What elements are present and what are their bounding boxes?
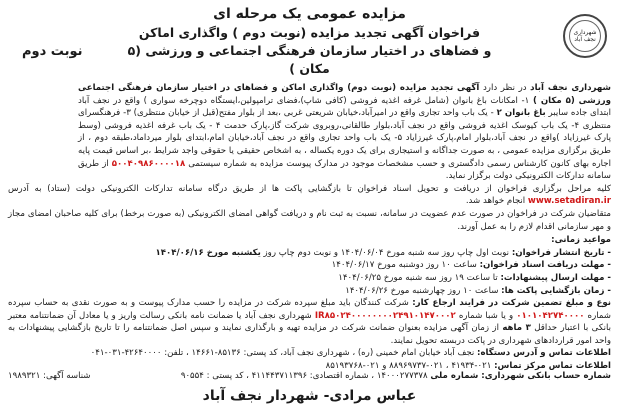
guarantee-paragraph xyxy=(8,297,611,347)
deadline-value: ساعت ۱۰ روز دوشنبه مورخ ۱۴۰۴/۰۶/۱۷ xyxy=(331,260,480,271)
registration-paragraph: متقاضیان شرکت در فراخوان در صورت عدم عضویت در سامانه، نسبت به ثبت نام و دریافت گواهی امضای الکترونیکی (به صورت برخط) برای کلیه صاحبان امضای مجاز و مهر سازمانی اقدام لازم را به عمل آورند. xyxy=(8,208,611,232)
ad-id-value: ۱۹۸۹۳۲۱ xyxy=(8,371,41,381)
phone-heading: اطلاعات تماس مرکز تماس: xyxy=(494,361,611,372)
deadline-opening xyxy=(8,285,611,298)
deadline-label: - مهلت ارسال پیشنهادات: xyxy=(500,272,611,283)
intro-subject: آگهی تجدید مزایده (نوبت دوم) واگذاری اماکن و فضاهای در اختیار سازمان فرهنگی اجتماعی ورزشی (۵ مکان ) xyxy=(78,83,611,106)
title-line-2: فراخوان آگهی تجدید مزایده (نوبت دوم ) واگذاری اماکن xyxy=(138,25,481,40)
procedure-text-b: انجام خواهد شد. xyxy=(465,196,528,207)
guarantee-text-d: از زمان آگهی مزایده بعنوان ضمانت شرکت در مزایده تهیه و بارگذاری نمایند و سپس اصل ضمانتنامه را تا تاریخ بازگشایی پیشنهادات به واحد امور قراردادهای شهرداری در پاکت دربسته تحویل نمایند. xyxy=(8,323,611,346)
contact-paragraph xyxy=(8,347,611,360)
municipality-seal-icon xyxy=(563,14,607,58)
guarantee-text-a: شرکت کنندگان باید مبلغ سپرده شرکت در مزایده را حسب مدارک پیوست و به صورت نقدی به حساب سپرده شماره xyxy=(8,298,612,321)
intro-org: شهرداری نجف آباد xyxy=(530,83,612,93)
website-link[interactable]: www.setadiran.ir xyxy=(527,196,611,207)
ad-id xyxy=(8,370,91,382)
intro-text-b: ۱- امکانات باغ بانوان (شامل غرفه اغذیه فروشی (کافی شاپ)،فضای ترامپولین،ایستگاه دوچرخه سواری ) واقع در نجف آباد ابتدای جاده سایبر xyxy=(78,95,612,119)
title-line-1: مزایده عمومی یک مرحله ای xyxy=(213,6,406,22)
deadline-label: - مهلت دریافت اسناد فراخوان: xyxy=(479,260,611,271)
deadline-value: نوبت اول چاپ روز سه شنبه مورخ ۱۴۰۴/۰۶/۰۴ و نوبت دوم چاپ روز xyxy=(260,247,512,258)
deadline-label: - تاریخ انتشار فراخوان: xyxy=(511,247,611,258)
logo-text: شهرداری نجف آباد xyxy=(569,20,601,52)
title-block xyxy=(118,4,501,78)
guarantee-text-c: شهرداری نجف آباد یا ضمانت نامه بانکی رسالت واریز و یا معادل آن ضمانتنامه معتبر بانکی با اعتبار حداقل xyxy=(8,310,611,334)
system-number: ۵۰۰۴۰۹۸۶۰۰۰۰۱۸ xyxy=(111,158,186,169)
deadline-day: یکشنبه xyxy=(231,247,261,258)
intro-text-e: از طریق سامانه تدارکات الکترونیکی دولت برگزار نماید. xyxy=(78,158,611,182)
contact-heading: اطلاعات تماس و آدرس دستگاه: xyxy=(477,348,611,359)
sheba-number: IR۸۵۰۲۴۰۰۰۰۰۰۰۰۲۴۹۱۰۱۴۷۰۰۰۲ xyxy=(314,310,456,321)
guarantee-text-b: و یا شبا شماره xyxy=(455,310,517,321)
intro-garden: باغ بانوان ۲ xyxy=(496,108,546,119)
ad-id-label: شناسه آگهی: xyxy=(40,371,91,381)
contact-text: نجف آباد خیابان امام خمینی (ره) ، شهرداری نجف آباد، کد پستی: ۸۵۱۳۶-۱۴۶۶۱ ، تلفن: ۴۲۶۴۰۰۰۰-۰۳۱-۰۴۱ xyxy=(90,348,478,359)
bank-value: ۱۴۰۰۰۲۷۷۳۷۸ ، شماره اقتصادی: ۴۱۱۴۴۳۷۱۱۳۹۶ ، کد پستی : ۹۰۵۵۴ xyxy=(180,371,431,381)
title-line-3: و فضاهای در اختیار سازمان فرهنگی اجتماعی و ورزشی (۵ مکان ) xyxy=(127,43,492,76)
bank-label: شماره حساب بانکی شهرداری: شماره ملی xyxy=(430,371,611,381)
deadline-value: تا ساعت ۱۹ روز سه شنبه مورخ ۱۴۰۴/۰۶/۲۵ xyxy=(338,272,501,283)
procedure-text-a: کلیه مراحل برگزاری فراخوان از دریافت و تحویل اسناد فراخوان تا بازگشایی پاکت ها از طریق درگاه سامانه تدارکات الکترونیکی دولت (ستاد) به آدرس xyxy=(8,183,611,194)
deadline-label: - زمان بازگشایی پاکت ها: xyxy=(501,285,611,296)
intro-text-d: ۴ - یک باب غرفه اغذیه فروشی (وسط پارک غیرزایاد )واقع در نجف آباد،بلوار امام،پارک غیرزایاد ۵- یک باب واحد تجاری واقع در نجف آباد،خیابان امام،ابتدای بلوار میرداماد،طبقه دوم ، از طریق برگزاری مزایده عمومی ، به صورت جداگانه و استیجاری برای یک دوره یکساله ، به اشخاص حقیقی یا حقوقی واجد شرایط ،بر اساس قیمت پایه اجاره بهای کانون کارشناس رسمی دادگستری و حسب مشخصات موجود در مدارک پیوست مزایده به شماره سیستمی xyxy=(78,120,612,169)
deadline-publication xyxy=(8,247,611,260)
guarantee-heading: نوع و مبلغ تضمین شرکت در فرایند ارجاع کار: xyxy=(412,298,611,309)
procedure-paragraph xyxy=(8,183,611,208)
deadline-value-2: مورخ ۱۴۰۴/۰۶/۱۶ xyxy=(155,247,232,258)
intro-text-a: در نظر دارد xyxy=(479,83,531,93)
phone-text: ۰۲۱-۴۱۹۳۴ ، ۰۲۱-۸۸۹۶۹۷۳۷ و ۰۲۱-۸۵۱۹۳۷۶۸ xyxy=(325,361,495,372)
deadline-proposals xyxy=(8,272,611,285)
intro-paragraph xyxy=(8,82,611,183)
signature: عباس مرادی- شهردار نجف آباد xyxy=(202,388,417,404)
account-number: ۰۱۰۱۰۴۲۷۴۰۰۰۰ xyxy=(516,310,585,321)
intro-text-c: - یک باب واحد تجاری واقع در امیرآباد،خیابان شریعتی غربی ،بعد از بلوار مفتح(قبل از خیابان منتظری) ۳- فرهنگسرای منتظری ۴- یک باب کیوسک اغذیه فروشی واقع در نجف آباد،بلوار طالقانی،روبروی شرکت گاز،پارک حدمت xyxy=(78,108,611,131)
bank-info xyxy=(181,370,611,382)
deadlines-section xyxy=(8,234,611,297)
validity-period: ۳ ماهه xyxy=(502,323,531,334)
deadline-documents xyxy=(8,259,611,272)
round-label: نوبت دوم xyxy=(22,44,83,59)
deadline-value: ساعت ۱۰ روز چهارشنبه مورخ ۱۴۰۴/۰۶/۲۶ xyxy=(345,285,502,296)
deadlines-heading: مواعید زمانی: xyxy=(551,235,611,246)
header xyxy=(8,4,611,80)
body-text xyxy=(8,82,611,373)
